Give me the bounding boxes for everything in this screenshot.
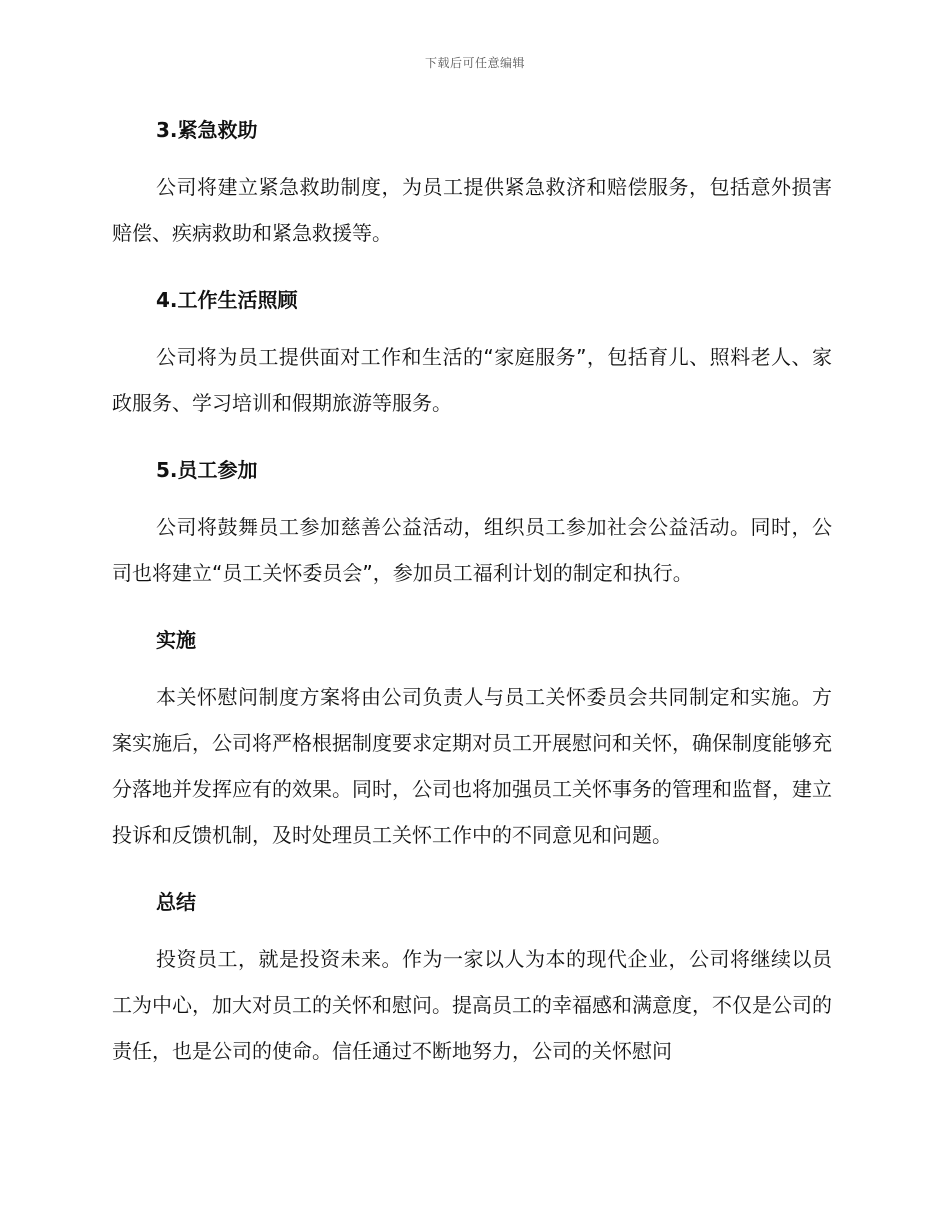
section-heading: 3.紧急救助: [156, 118, 258, 142]
document-body: [112, 108, 832, 1074]
section-paragraph: 公司将建立紧急救助制度，为员工提供紧急救济和赔偿服务，包括意外损害赔偿、疾病救助和紧急救援等。: [112, 175, 832, 245]
page-header: 下载后可任意编辑: [424, 56, 525, 70]
section-emergency-aid: [112, 116, 832, 256]
section-implementation: [112, 626, 832, 858]
section-paragraph: 公司将鼓舞员工参加慈善公益活动，组织员工参加社会公益活动。同时，公司也将建立“员工关怀委员会”，参加员工福利计划的制定和执行。: [112, 515, 832, 585]
section-work-life-care: [112, 286, 832, 426]
section-summary: [112, 888, 832, 1074]
section-employee-participation: [112, 456, 832, 596]
section-heading: 总结: [156, 890, 196, 914]
section-heading: 5.员工参加: [156, 458, 258, 482]
section-paragraph: 本关怀慰问制度方案将由公司负责人与员工关怀委员会共同制定和实施。方案实施后，公司将严格根据制度要求定期对员工开展慰问和关怀，确保制度能够充分落地并发挥应有的效果。同时，公司也将加强员工关怀事务的管理和监督，建立投诉和反馈机制，及时处理员工关怀工作中的不同意见和问题。: [112, 685, 832, 847]
section-paragraph: 公司将为员工提供面对工作和生活的“家庭服务”，包括育儿、照料老人、家政服务、学习培训和假期旅游等服务。: [112, 345, 832, 415]
section-heading: 4.工作生活照顾: [156, 288, 298, 312]
section-heading: 实施: [156, 628, 196, 652]
section-paragraph: 投资员工，就是投资未来。作为一家以人为本的现代企业，公司将继续以员工为中心，加大对员工的关怀和慰问。提高员工的幸福感和满意度，不仅是公司的责任，也是公司的使命。信任通过不断地努力，公司的关怀慰问: [112, 947, 832, 1063]
